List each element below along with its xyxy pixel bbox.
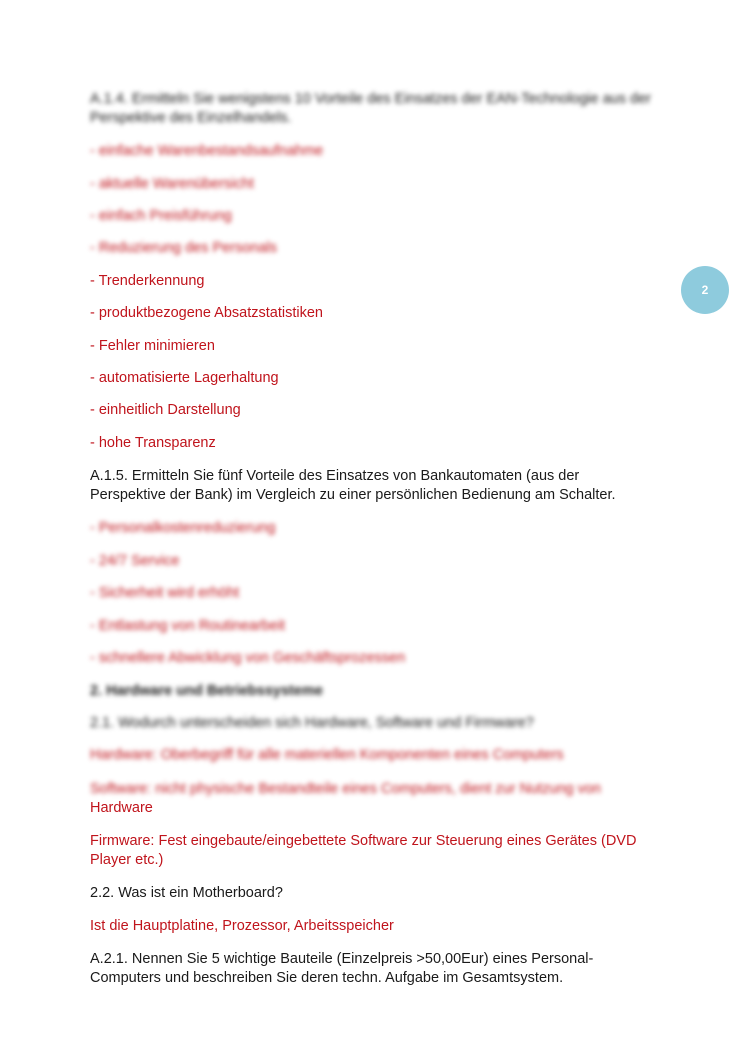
answer-a14-7: - Fehler minimieren bbox=[90, 338, 215, 354]
answer-software-line1: Software: nicht physische Bestandteile eines Computers, dient zur Nutzung von bbox=[90, 781, 601, 797]
answer-firmware-line2: Player etc.) bbox=[90, 852, 164, 868]
answer-a14-8: - automatisierte Lagerhaltung bbox=[90, 370, 279, 386]
answer-22: Ist die Hauptplatine, Prozessor, Arbeitsspeicher bbox=[90, 918, 394, 934]
answer-a15-5: - schnellere Abwicklung von Geschäftsprozessen bbox=[90, 650, 406, 666]
answer-software-line2: Hardware bbox=[90, 800, 153, 816]
answer-hardware: Hardware: Oberbegriff für alle materiellen Komponenten eines Computers bbox=[90, 747, 564, 763]
answer-a14-4: - Reduzierung des Personals bbox=[90, 240, 277, 256]
answer-a14-6: - produktbezogene Absatzstatistiken bbox=[90, 305, 323, 321]
question-a21-line1: A.2.1. Nennen Sie 5 wichtige Bauteile (Einzelpreis >50,00Eur) eines Personal- bbox=[90, 951, 594, 967]
question-a14: A.1.4. Ermitteln Sie wenigstens 10 Vorteile des Einsatzes der EAN-Technologie aus der Perspektive des Einzelhandels. bbox=[90, 91, 651, 126]
question-a15-line1: A.1.5. Ermitteln Sie fünf Vorteile des Einsatzes von Bankautomaten (aus der bbox=[90, 468, 580, 484]
answer-a15-2: - 24/7 Service bbox=[90, 553, 180, 569]
answer-a15-4: - Entlastung von Routinearbeit bbox=[90, 618, 286, 634]
question-a21-line2: Computers und beschreiben Sie deren techn. Aufgabe im Gesamtsystem. bbox=[90, 970, 564, 986]
answer-a14-9: - einheitlich Darstellung bbox=[90, 402, 241, 418]
answer-a14-2: - aktuelle Warenübersicht bbox=[90, 176, 254, 192]
answer-a15-3: - Sicherheit wird erhöht bbox=[90, 585, 240, 601]
answer-a14-10: - hohe Transparenz bbox=[90, 435, 216, 451]
answer-firmware-line1: Firmware: Fest eingebaute/eingebettete Software zur Steuerung eines Gerätes (DVD bbox=[90, 833, 637, 849]
answer-a14-3: - einfach Preisführung bbox=[90, 208, 232, 224]
page-number-badge: 2 bbox=[681, 266, 729, 314]
question-a15-line2: Perspektive der Bank) im Vergleich zu einer persönlichen Bedienung am Schalter. bbox=[90, 487, 616, 503]
question-21: 2.1. Wodurch unterscheiden sich Hardware, Software und Firmware? bbox=[90, 715, 534, 731]
answer-a15-1: - Personalkostenreduzierung bbox=[90, 520, 276, 536]
question-22: 2.2. Was ist ein Motherboard? bbox=[90, 885, 283, 901]
answer-a14-5: - Trenderkennung bbox=[90, 273, 205, 289]
answer-a14-1: - einfache Warenbestandsaufnahme bbox=[90, 143, 324, 159]
section-heading: 2. Hardware und Betriebssysteme bbox=[90, 683, 323, 699]
